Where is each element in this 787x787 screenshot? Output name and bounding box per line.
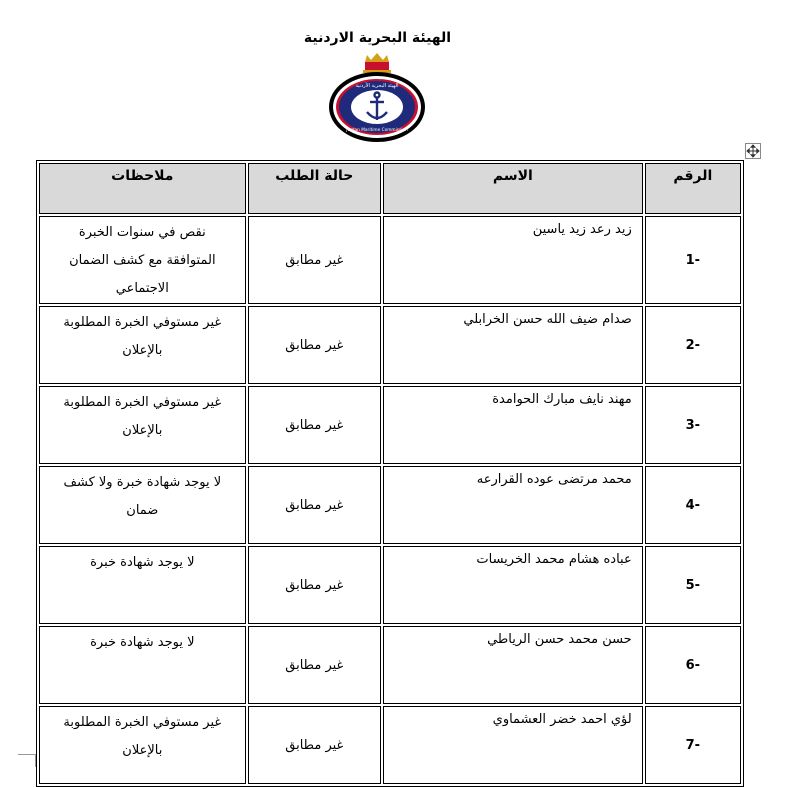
header-notes: ملاحظات — [39, 163, 246, 214]
row-status: غير مطابق — [248, 466, 381, 544]
row-number-text: 3- — [685, 417, 701, 433]
row-notes: غير مستوفي الخبرة المطلوبة بالإعلان — [39, 306, 246, 384]
row-notes: نقص في سنوات الخبرة المتوافقة مع كشف الضمان الاجتماعي — [39, 216, 246, 304]
row-name: لؤي احمد خضر العشماوي — [383, 706, 643, 784]
row-name: حسن محمد حسن الرياطي — [383, 626, 643, 704]
row-number — [645, 306, 741, 384]
row-status: غير مطابق — [248, 306, 381, 384]
applicants-table — [36, 160, 744, 787]
row-name: زيد رعد زيد ياسين — [383, 216, 643, 304]
document-title: الهيئة البحرية الاردنية — [303, 30, 452, 46]
row-status: غير مطابق — [248, 386, 381, 464]
row-status: غير مطابق — [248, 706, 381, 784]
row-notes: لا يوجد شهادة خبرة — [39, 546, 246, 624]
row-number — [645, 706, 741, 784]
header-number: الرقم — [645, 163, 741, 214]
row-number — [645, 546, 741, 624]
row-notes: لا يوجد شهادة خبرة ولا كشف ضمان — [39, 466, 246, 544]
four-arrows-move-icon — [746, 144, 760, 158]
table-row — [39, 216, 741, 304]
table-row — [39, 386, 741, 464]
row-number-text: 4- — [685, 497, 701, 513]
row-number — [645, 466, 741, 544]
logo-arabic-text: الهيئة البحرية الأردنية — [355, 83, 399, 89]
row-number-text: 5- — [685, 577, 701, 593]
row-notes: لا يوجد شهادة خبرة — [39, 626, 246, 704]
row-status: غير مطابق — [248, 546, 381, 624]
table-row — [39, 466, 741, 544]
header-name: الاسم — [383, 163, 643, 214]
header-status: حالة الطلب — [248, 163, 381, 214]
table-move-handle[interactable] — [745, 143, 761, 159]
row-number — [645, 386, 741, 464]
page-corner-mark — [18, 754, 36, 767]
row-name: صدام ضيف الله حسن الخرابلي — [383, 306, 643, 384]
row-name: عباده هشام محمد الخريسات — [383, 546, 643, 624]
table-row — [39, 546, 741, 624]
row-notes: غير مستوفي الخبرة المطلوبة بالإعلان — [39, 706, 246, 784]
row-name: محمد مرتضى عوده القرارعه — [383, 466, 643, 544]
table-row — [39, 306, 741, 384]
row-number-text: 2- — [685, 337, 701, 353]
row-notes: غير مستوفي الخبرة المطلوبة بالإعلان — [39, 386, 246, 464]
crown-icon — [363, 53, 391, 73]
row-status: غير مطابق — [248, 216, 381, 304]
logo-english-text: Jordan Maritime Commission — [346, 128, 408, 133]
row-status: غير مطابق — [248, 626, 381, 704]
row-name: مهند نايف مبارك الحوامدة — [383, 386, 643, 464]
jordan-maritime-logo — [327, 52, 427, 144]
row-number — [645, 216, 741, 304]
row-number-text: 7- — [685, 737, 701, 753]
table-header-row — [39, 163, 741, 214]
table-row — [39, 626, 741, 704]
row-number — [645, 626, 741, 704]
table-row — [39, 706, 741, 784]
row-number-text: 6- — [685, 657, 701, 673]
row-number-text: 1- — [685, 252, 701, 268]
